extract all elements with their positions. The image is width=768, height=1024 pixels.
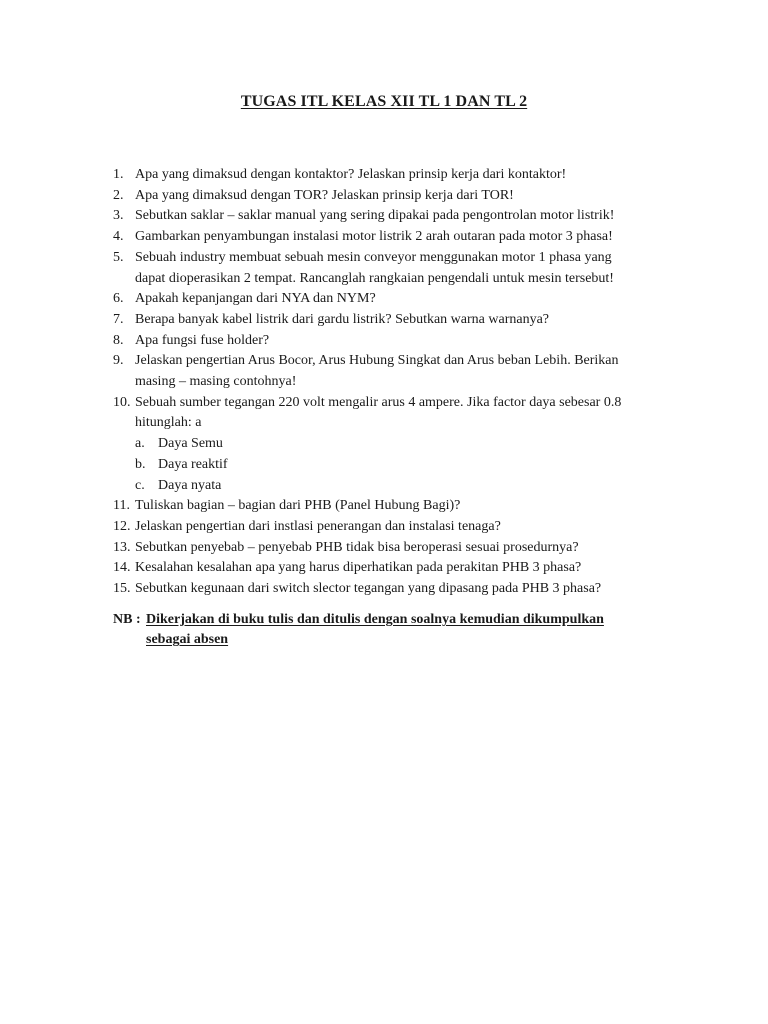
question-line: Apa fungsi fuse holder? — [135, 332, 270, 348]
question-line: Sebutkan kegunaan dari switch slector tegangan yang dipasang pada PHB 3 phasa? — [135, 581, 602, 597]
sub-question-text: Daya reaktif — [158, 456, 228, 472]
question-list — [113, 165, 673, 600]
question-text — [135, 248, 673, 289]
question-item — [113, 351, 673, 392]
question-item — [113, 310, 673, 331]
question-number: 5. — [113, 249, 124, 265]
question-line: Apakah kepanjangan dari NYA dan NYM? — [135, 291, 376, 307]
question-text — [135, 517, 673, 538]
question-item — [113, 165, 673, 186]
question-item — [113, 393, 673, 497]
sub-question-item — [135, 476, 673, 497]
question-text — [135, 206, 673, 227]
question-item — [113, 186, 673, 207]
question-line: Sebuah sumber tegangan 220 volt mengalir arus 4 ampere. Jika factor daya sebesar 0.8 — [135, 394, 622, 410]
question-number: 14. — [113, 560, 131, 576]
sub-question-list — [135, 434, 673, 496]
question-line: Sebutkan penyebab – penyebab PHB tidak bisa beroperasi sesuai prosedurnya? — [135, 539, 579, 555]
question-number: 15. — [113, 581, 131, 597]
question-text — [135, 393, 673, 497]
question-number: 6. — [113, 291, 124, 307]
question-number: 8. — [113, 332, 124, 348]
question-item — [113, 496, 673, 517]
question-text — [135, 186, 673, 207]
note-line: Dikerjakan di buku tulis dan ditulis dengan soalnya kemudian dikumpulkan — [146, 612, 604, 627]
question-item — [113, 331, 673, 352]
question-text — [135, 227, 673, 248]
question-item — [113, 517, 673, 538]
question-line: Gambarkan penyambungan instalasi motor listrik 2 arah outaran pada motor 3 phasa! — [135, 229, 613, 245]
question-line: Sebuah industry membuat sebuah mesin conveyor menggunakan motor 1 phasa yang — [135, 249, 612, 265]
question-line: Berapa banyak kabel listrik dari gardu listrik? Sebutkan warna warnanya? — [135, 311, 550, 327]
question-line: masing – masing contohnya! — [135, 374, 297, 390]
question-line: Kesalahan kesalahan apa yang harus diperhatikan pada perakitan PHB 3 phasa? — [135, 560, 582, 576]
question-item — [113, 579, 673, 600]
question-text — [135, 496, 673, 517]
sub-question-text: Daya nyata — [158, 477, 222, 493]
note-block — [113, 610, 673, 650]
document-title: TUGAS ITL KELAS XII TL 1 DAN TL 2 — [240, 93, 528, 110]
sub-question-text: Daya Semu — [158, 436, 223, 452]
question-text — [135, 351, 673, 392]
question-number: 3. — [113, 208, 124, 224]
question-item — [113, 227, 673, 248]
question-text — [135, 331, 673, 352]
question-number: 9. — [113, 353, 124, 369]
question-number: 10. — [113, 394, 131, 410]
question-number: 12. — [113, 518, 131, 534]
question-text — [135, 289, 673, 310]
question-number: 13. — [113, 539, 131, 555]
question-number: 2. — [113, 187, 124, 203]
question-line: Apa yang dimaksud dengan TOR? Jelaskan prinsip kerja dari TOR! — [135, 187, 514, 203]
question-number: 7. — [113, 311, 124, 327]
question-line: dapat dioperasikan 2 tempat. Rancanglah rangkaian pengendali untuk mesin tersebut! — [135, 270, 614, 286]
question-text — [135, 579, 673, 600]
question-line: hitunglah: a — [135, 415, 202, 431]
question-item — [113, 248, 673, 289]
question-text — [135, 538, 673, 559]
question-item — [113, 558, 673, 579]
note-text — [146, 610, 673, 650]
question-line: Sebutkan saklar – saklar manual yang sering dipakai pada pengontrolan motor listrik! — [135, 208, 615, 224]
sub-question-item — [135, 455, 673, 476]
note-line: sebagai absen — [146, 632, 229, 647]
question-number: 4. — [113, 229, 124, 245]
question-item — [113, 206, 673, 227]
sub-question-item — [135, 434, 673, 455]
sub-question-letter: b. — [135, 456, 146, 472]
question-line: Apa yang dimaksud dengan kontaktor? Jelaskan prinsip kerja dari kontaktor! — [135, 167, 567, 182]
question-text — [135, 558, 673, 579]
question-number: 11. — [113, 498, 130, 514]
question-text — [135, 310, 673, 331]
question-line: Jelaskan pengertian dari instlasi penerangan dan instalasi tenaga? — [135, 518, 501, 534]
question-line: Tuliskan bagian – bagian dari PHB (Panel Hubung Bagi)? — [135, 498, 461, 514]
question-item — [113, 289, 673, 310]
sub-question-letter: a. — [135, 436, 145, 452]
sub-question-letter: c. — [135, 477, 145, 493]
question-number: 1. — [113, 167, 124, 182]
note-label: NB : — [113, 612, 141, 627]
question-text — [135, 165, 673, 186]
question-item — [113, 538, 673, 559]
question-line: Jelaskan pengertian Arus Bocor, Arus Hubung Singkat dan Arus beban Lebih. Berikan — [135, 353, 619, 369]
